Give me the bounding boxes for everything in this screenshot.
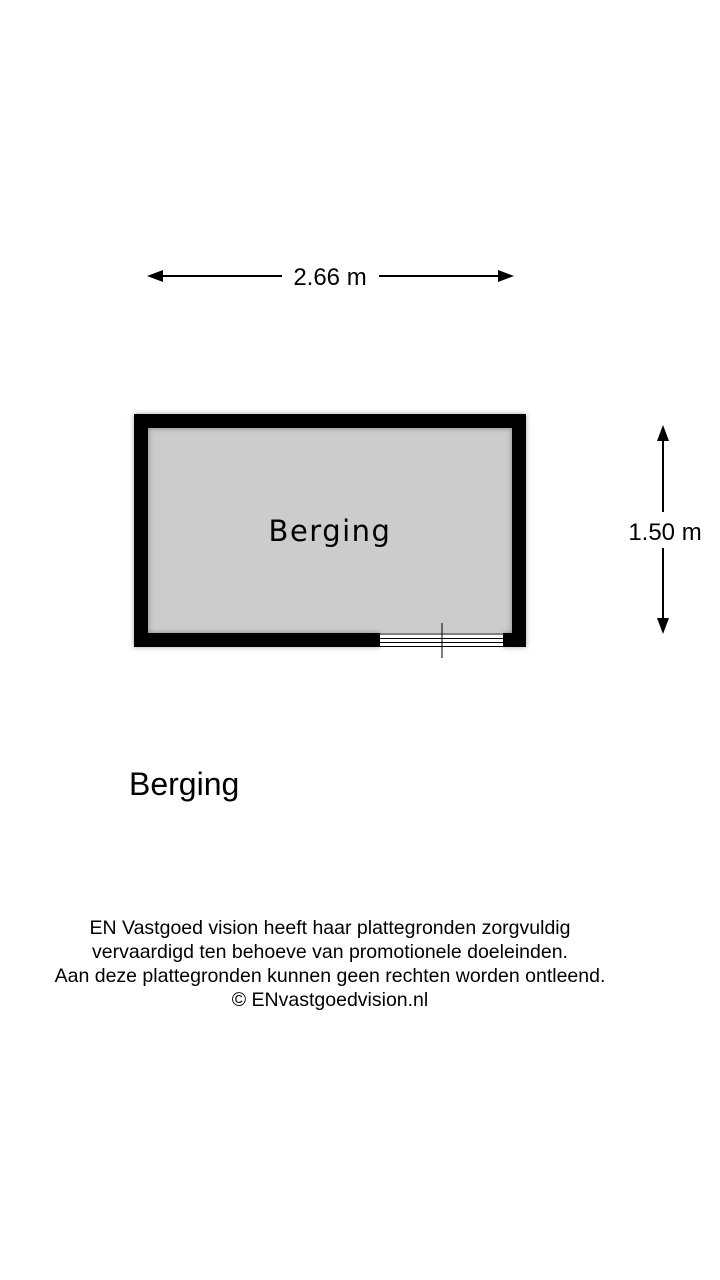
floor-title: Berging bbox=[129, 766, 240, 802]
disclaimer-line: Aan deze plattegronden kunnen geen rechten worden ontleend. bbox=[54, 965, 606, 987]
wall-left bbox=[134, 414, 148, 647]
room-berging bbox=[134, 414, 526, 658]
wall-right bbox=[512, 414, 526, 647]
height-dimension bbox=[628, 425, 701, 634]
disclaimer-line: EN Vastgoed vision heeft haar plattegronden zorgvuldig bbox=[89, 917, 571, 939]
wall-bottom-left bbox=[134, 633, 380, 647]
wall-bottom-right bbox=[503, 633, 526, 647]
room-label: Berging bbox=[268, 514, 392, 548]
wall-top bbox=[134, 414, 526, 428]
height-dimension-label: 1.50 m bbox=[628, 519, 702, 546]
copyright-text: © ENvastgoedvision.nl bbox=[231, 989, 429, 1011]
width-dimension-label: 2.66 m bbox=[293, 264, 367, 291]
arrowhead-up-icon bbox=[657, 425, 669, 441]
disclaimer bbox=[0, 916, 660, 1012]
arrowhead-left-icon bbox=[147, 270, 163, 282]
arrowhead-right-icon bbox=[498, 270, 514, 282]
disclaimer-line: vervaardigd ten behoeve van promotionele doeleinden. bbox=[92, 941, 568, 963]
arrowhead-down-icon bbox=[657, 618, 669, 634]
width-dimension bbox=[147, 264, 514, 291]
